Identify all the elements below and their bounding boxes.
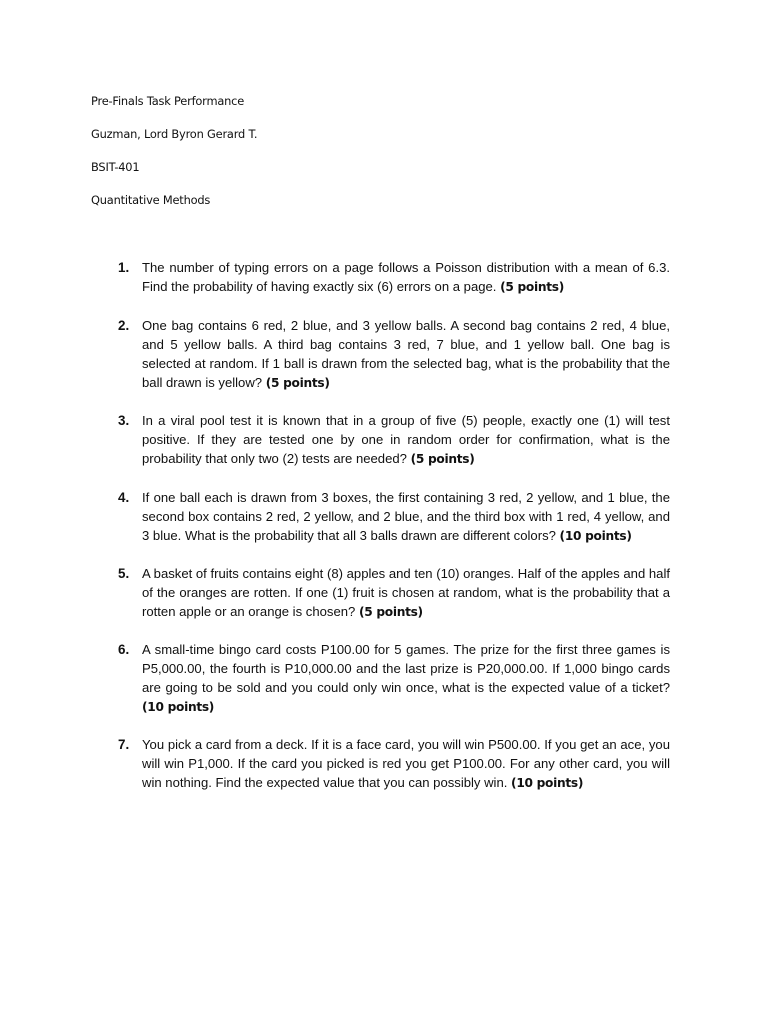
question-item (118, 735, 670, 793)
question-points: (5 points) (265, 376, 330, 390)
question-text: You pick a card from a deck. If it is a face card, you will win P500.00. If you get an ace, you will win P1,000. If the card you picked is red you get P100.00. For any other card, you will win nothing. Find the expected value that you can possibly win. (142, 737, 670, 790)
question-number: 2. (118, 318, 130, 333)
question-points: (5 points) (410, 452, 475, 466)
document-title: Pre-Finals Task Performance (91, 94, 245, 108)
question-number: 3. (118, 413, 130, 428)
question-text: One bag contains 6 red, 2 blue, and 3 yellow balls. A second bag contains 2 red, 4 blue, and 5 yellow balls. A third bag contains 3 red, 7 blue, and 1 yellow ball. One bag is selected at random. If 1 ball is drawn from the selected bag, what is the probability that the ball drawn is yellow? (142, 318, 670, 390)
question-item (118, 258, 670, 297)
question-item (118, 316, 670, 393)
question-number: 7. (118, 737, 130, 752)
question-points: (10 points) (511, 776, 584, 790)
question-number: 4. (118, 490, 130, 505)
question-number: 6. (118, 642, 130, 657)
document-header (91, 93, 257, 225)
question-text: The number of typing errors on a page follows a Poisson distribution with a mean of 6.3. Find the probability of having exactly six (6) errors on a page. (142, 260, 670, 294)
question-points: (10 points) (142, 700, 215, 714)
student-name: Guzman, Lord Byron Gerard T. (91, 127, 258, 141)
question-points: (10 points) (559, 529, 632, 543)
question-text: If one ball each is drawn from 3 boxes, the first containing 3 red, 2 yellow, and 1 blue, the second box contains 2 red, 2 yellow, and 2 blue, and the third box with 1 red, 4 yellow, and 3 blue. What is the probability that all 3 balls drawn are different colors? (142, 490, 670, 543)
question-points: (5 points) (358, 605, 423, 619)
question-text: In a viral pool test it is known that in a group of five (5) people, exactly one (1) will test positive. If they are tested one by one in random order for confirmation, what is the probability that only two (2) tests are needed? (142, 413, 670, 466)
question-text: A basket of fruits contains eight (8) apples and ten (10) oranges. Half of the apples and half of the oranges are rotten. If one (1) fruit is chosen at random, what is the probability that a rotten apple or an orange is chosen? (142, 566, 670, 619)
question-item (118, 564, 670, 622)
question-list (118, 258, 670, 793)
question-number: 5. (118, 566, 130, 581)
subject-name: Quantitative Methods (91, 193, 211, 207)
question-item (118, 411, 670, 469)
question-text: A small-time bingo card costs P100.00 for 5 games. The prize for the first three games is P5,000.00, the fourth is P10,000.00 and the last prize is P20,000.00. If 1,000 bingo cards are going to be sold and you could only win once, what is the expected value of a ticket? (142, 642, 670, 695)
student-section: BSIT-401 (91, 160, 140, 174)
question-number: 1. (118, 260, 130, 275)
question-item (118, 640, 670, 717)
question-points: (5 points) (500, 280, 564, 294)
question-item (118, 488, 670, 546)
